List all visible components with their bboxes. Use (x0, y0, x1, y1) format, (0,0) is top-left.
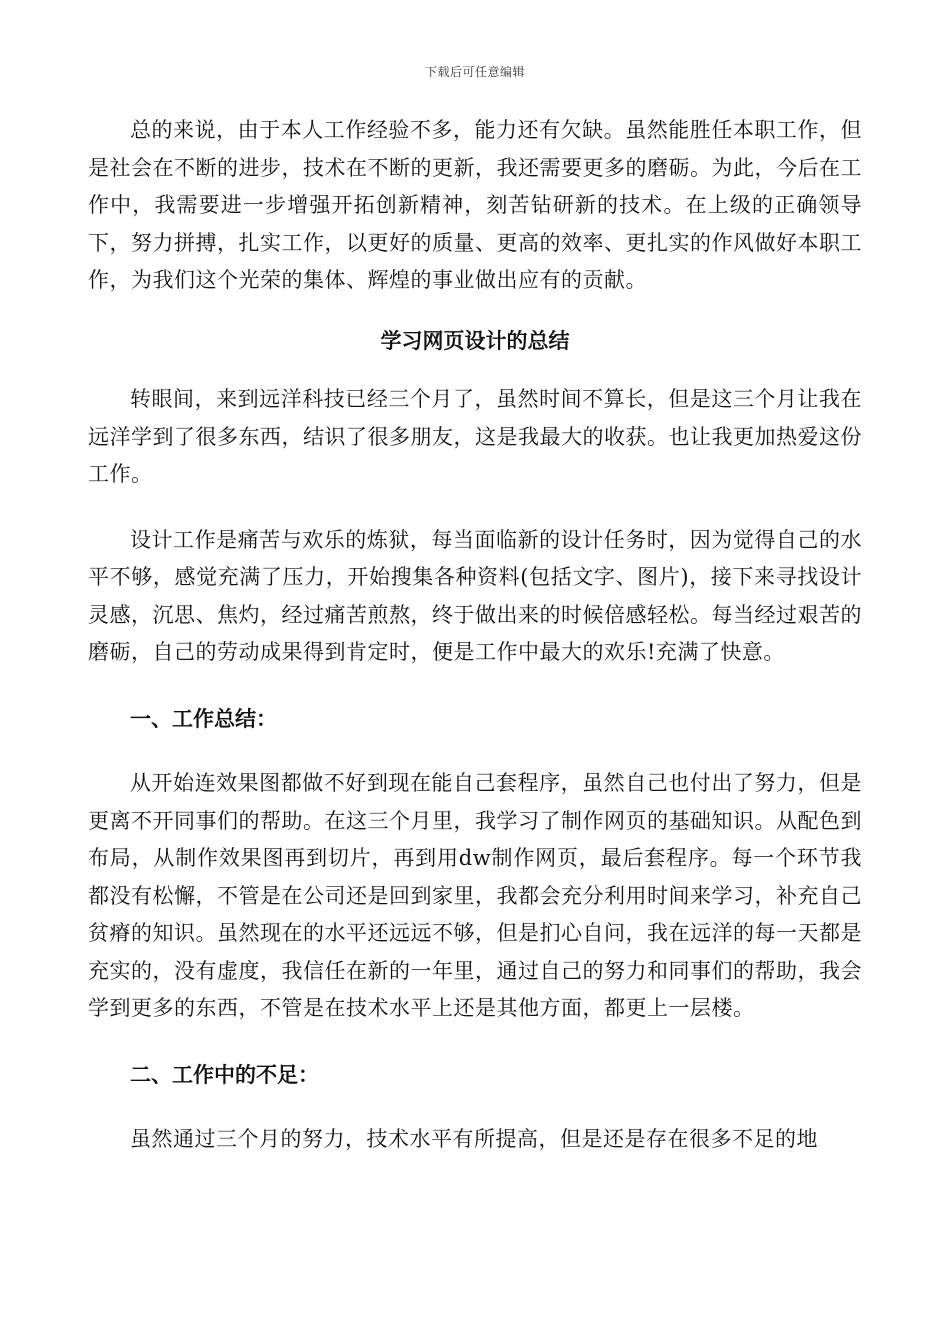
section-heading-shortcomings: 二、工作中的不足： (130, 1061, 319, 1087)
paragraph-design-work: 设计工作是痛苦与欢乐的炼狱，每当面临新的设计任务时，因为觉得自己的水平不够，感觉充满了压力，开始搜集各种资料(包括文字、图片)，接下来寻找设计灵感，沉思、焦灼，经过痛苦煎熬，终于做出来的时候倍感轻松。每当经过艰苦的磨砺，自己的劳动成果得到肯定时，便是工作中最大的欢乐!充满了快意。 (88, 527, 862, 664)
document-title: 学习网页设计的总结 (380, 327, 570, 353)
paragraph-work-summary: 从开始连效果图都做不好到现在能自己套程序，虽然自己也付出了努力，但是更离不开同事们的帮助。在这三个月里，我学习了制作网页的基础知识。从配色到布局，从制作效果图再到切片，再到用dw制作网页，最后套程序。每一个环节我都没有松懈，不管是在公司还是回到家里，我都会充分利用时间来学习，补充自己贫瘠的知识。虽然现在的水平还远远不够，但是扪心自问，我在远洋的每一天都是充实的，没有虚度，我信任在新的一年里，通过自己的努力和同事们的帮助，我会学到更多的东西，不管是在技术水平上还是其他方面，都更上一层楼。 (88, 771, 862, 1020)
document-body (88, 112, 862, 1159)
page-header: 下载后可任意编辑 (424, 65, 525, 79)
section-heading-work-summary: 一、工作总结： (130, 705, 277, 731)
paragraph-intro: 转眼间，来到远洋科技已经三个月了，虽然时间不算长，但是这三个月让我在远洋学到了很多东西，结识了很多朋友，这是我最大的收获。也让我更加热爱这份工作。 (88, 387, 862, 486)
paragraph-conclusion: 总的来说，由于本人工作经验不多，能力还有欠缺。虽然能胜任本职工作，但是社会在不断的进步，技术在不断的更新，我还需要更多的磨砺。为此，今后在工作中，我需要进一步增强开拓创新精神，刻苦钻研新的技术。在上级的正确领导下，努力拼搏，扎实工作，以更好的质量、更高的效率、更扎实的作风做好本职工作，为我们这个光荣的集体、辉煌的事业做出应有的贡献。 (88, 118, 862, 292)
paragraph-shortcomings: 虽然通过三个月的努力，技术水平有所提高，但是还是存在很多不足的地 (130, 1127, 818, 1151)
